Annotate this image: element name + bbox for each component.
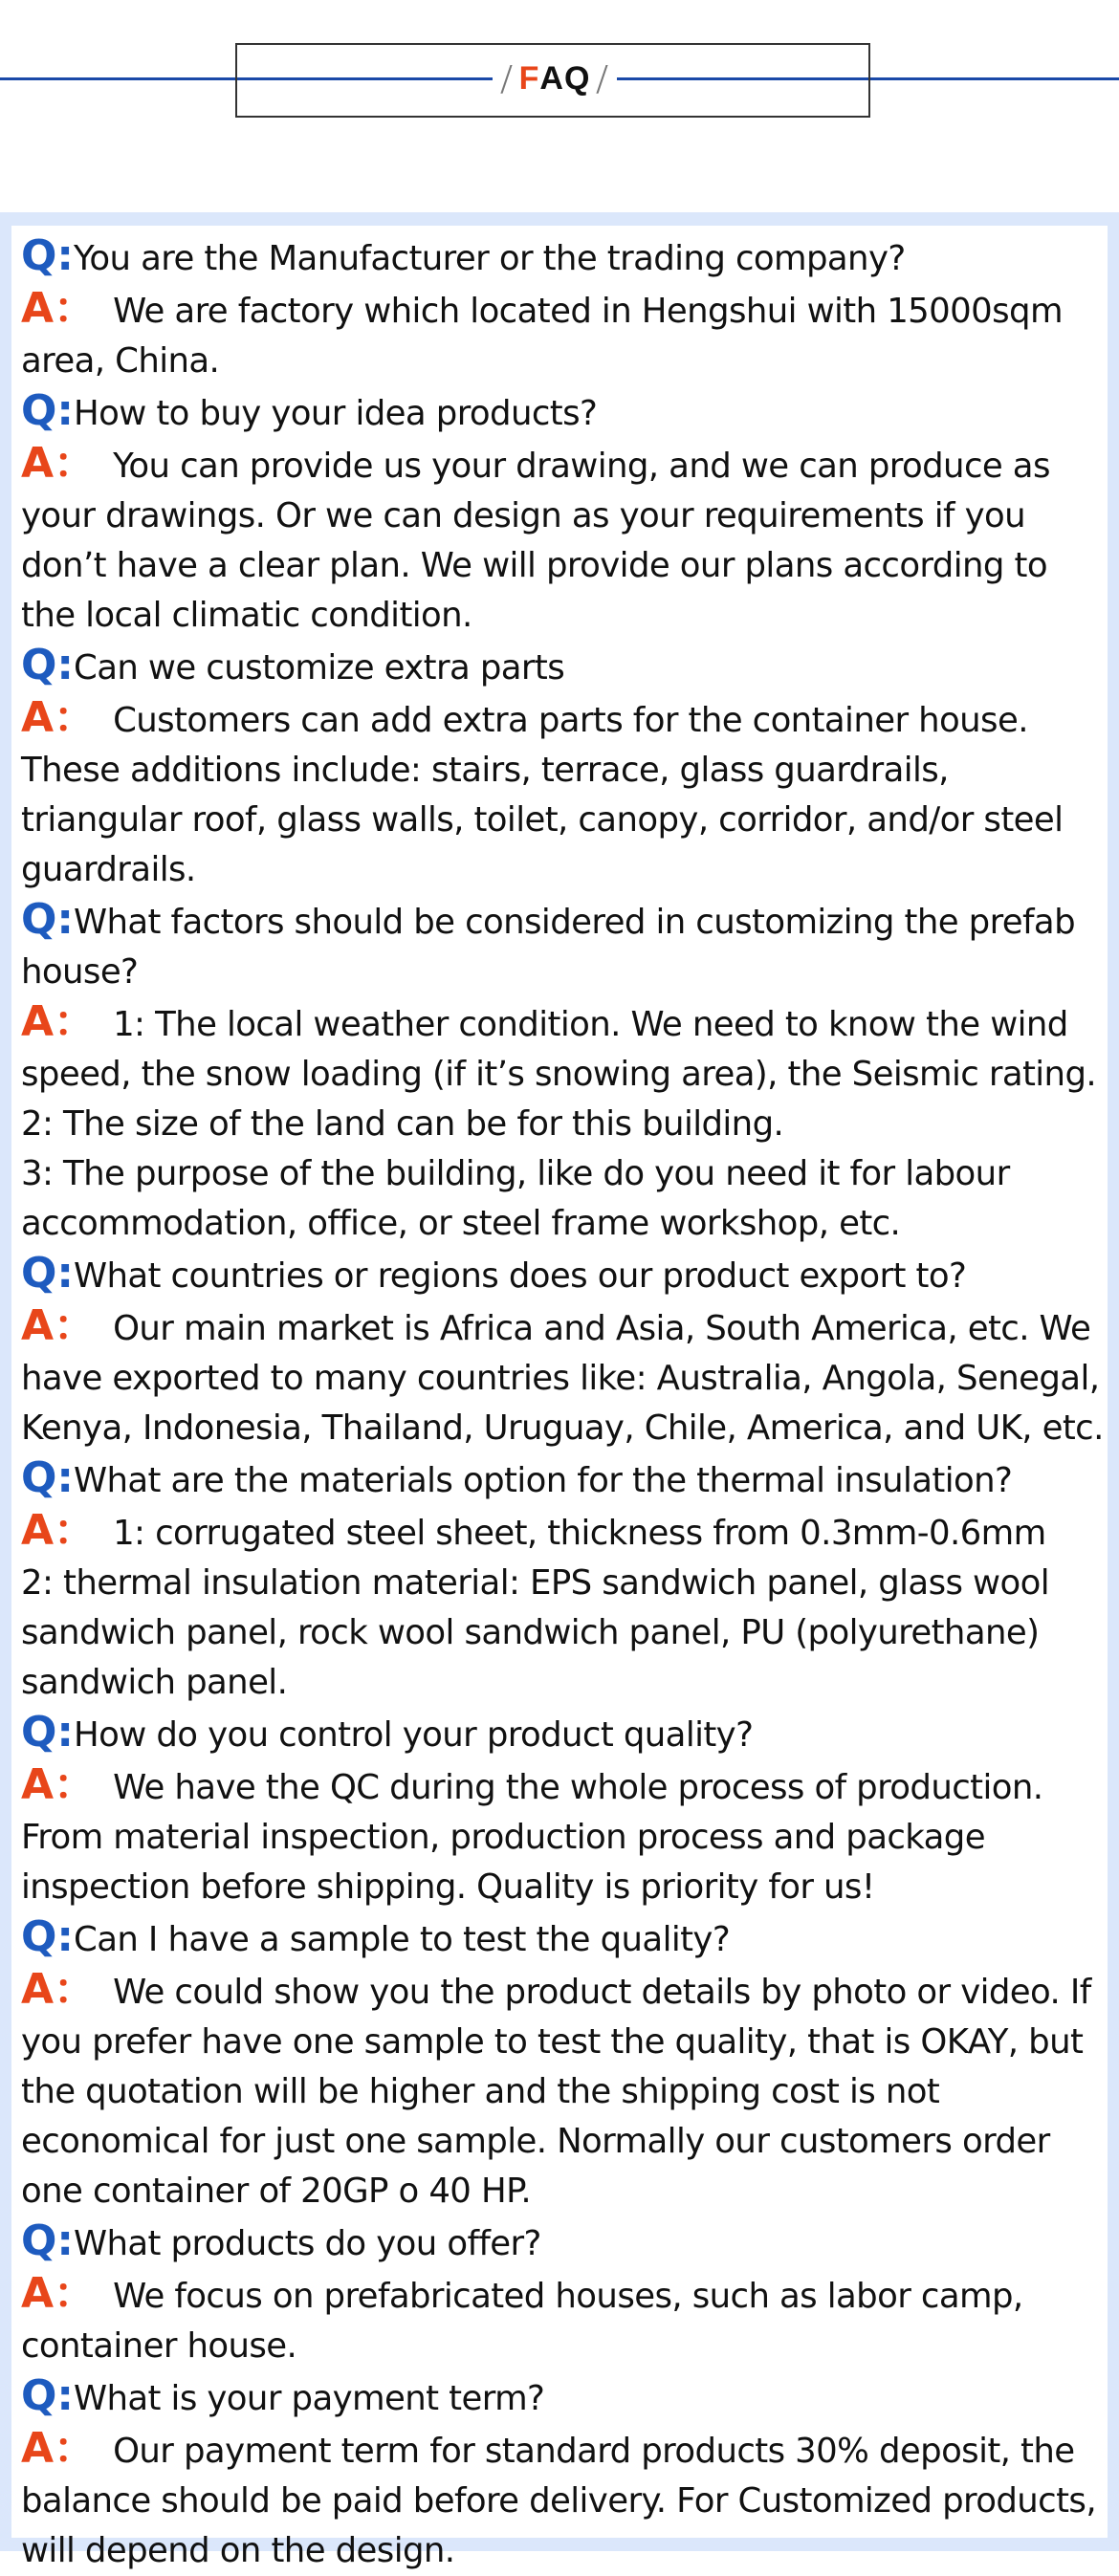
faq-answer: [21, 439, 1108, 641]
faq-header: [0, 0, 1119, 124]
question-text: How to buy your idea products?: [74, 394, 598, 433]
question-text: Can I have a sample to test the quality?: [74, 1920, 731, 1959]
answer-mark-label: A：: [21, 284, 97, 333]
faq-item: [21, 386, 1108, 641]
faq-question: [21, 1708, 1108, 1760]
faq-answer: [21, 2269, 1108, 2371]
question-text: What factors should be considered in customizing the prefab house?: [21, 903, 1076, 992]
faq-title: [493, 54, 617, 103]
faq-answer: [21, 1760, 1108, 1912]
faq-answer: [21, 693, 1108, 895]
answer-mark-label: A：: [21, 693, 97, 742]
faq-question: [21, 1453, 1108, 1506]
faq-item: [21, 2371, 1108, 2576]
question-text: What are the materials option for the thermal insulation?: [74, 1461, 1013, 1500]
faq-answer: [21, 997, 1108, 1249]
question-text: How do you control your product quality?: [74, 1715, 754, 1755]
question-text: Can we customize extra parts: [74, 648, 565, 688]
answer-text: Our main market is Africa and Asia, South America, etc. We have exported to many countries like: Australia, Angola, Senegal, Kenya, Indonesia, Thailand, Uruguay, Chile, America, and UK, etc.: [21, 1309, 1104, 1448]
question-mark-label: Q:: [21, 1708, 74, 1757]
answer-mark-label: A：: [21, 1506, 97, 1555]
faq-answer: [21, 1965, 1108, 2216]
question-mark-label: Q:: [21, 2371, 74, 2420]
question-text: What is your payment term?: [74, 2379, 545, 2418]
question-text: What countries or regions does our product export to?: [74, 1256, 967, 1296]
faq-question: [21, 2371, 1108, 2424]
faq-item: [21, 2216, 1108, 2371]
answer-text: Our payment term for standard products 30% deposit, the balance should be paid before delivery. For Customized products, will depend on the design.: [21, 2432, 1097, 2570]
faq-item: [21, 231, 1108, 386]
question-mark-label: Q:: [21, 895, 74, 944]
answer-text: You can provide us your drawing, and we can produce as your drawings. Or we can design as your requirements if you don’t have a clear plan. We will provide our plans according to the local climatic condition.: [21, 447, 1050, 635]
answer-mark-label: A：: [21, 439, 97, 488]
answer-text: We could show you the product details by photo or video. If you prefer have one sample to test the quality, that is OKAY, but the quotation will be higher and the shipping cost is not economical for just one sample. Normally our customers order one container of 20GP o 40 HP.: [21, 1973, 1091, 2211]
answer-text: Customers can add extra parts for the container house. These additions include: stairs, terrace, glass guardrails, triangular roof, glass walls, toilet, canopy, corridor, and/or steel guardrails.: [21, 701, 1064, 889]
faq-item: [21, 895, 1108, 1249]
faq-question: [21, 641, 1108, 693]
answer-mark-label: A：: [21, 2424, 97, 2473]
answer-mark-label: A：: [21, 1965, 97, 2014]
faq-question: [21, 1249, 1108, 1301]
faq-question: [21, 2216, 1108, 2269]
faq-title-rest: AQ: [539, 59, 591, 97]
faq-list: [11, 226, 1108, 2570]
answer-mark-label: A：: [21, 997, 97, 1046]
faq-item: [21, 1912, 1108, 2216]
faq-answer: [21, 2424, 1108, 2576]
faq-item: [21, 1708, 1108, 1912]
answer-mark-label: A：: [21, 2269, 97, 2318]
question-mark-label: Q:: [21, 1249, 74, 1298]
question-mark-label: Q:: [21, 231, 74, 280]
faq-answer: [21, 1301, 1108, 1453]
faq-title-initial: F: [518, 59, 540, 97]
answer-mark-label: A：: [21, 1301, 97, 1350]
faq-item: [21, 1453, 1108, 1708]
answer-text: We are factory which located in Hengshui with 15000sqm area, China.: [21, 292, 1063, 381]
question-mark-label: Q:: [21, 1453, 74, 1502]
faq-question: [21, 1912, 1108, 1965]
faq-question: [21, 895, 1108, 997]
question-mark-label: Q:: [21, 641, 74, 689]
question-mark-label: Q:: [21, 2216, 74, 2265]
faq-item: [21, 641, 1108, 895]
slash-left-icon: /: [500, 55, 514, 102]
answer-text: 1: The local weather condition. We need to know the wind speed, the snow loading (if it’s snowing area), the Seismic rating. 2: The size of the land can be for this building. 3: The purpose of the building, like do you need it for labour accommodation, office, or steel frame workshop, etc.: [21, 1005, 1097, 1243]
faq-panel: [0, 212, 1119, 2570]
question-text: What products do you offer?: [74, 2224, 541, 2263]
question-mark-label: Q:: [21, 386, 74, 435]
faq-answer: [21, 284, 1108, 386]
answer-text: We focus on prefabricated houses, such as labor camp, container house.: [21, 2277, 1023, 2366]
question-mark-label: Q:: [21, 1912, 74, 1961]
answer-mark-label: A：: [21, 1760, 97, 1809]
faq-item: [21, 1249, 1108, 1453]
faq-question: [21, 231, 1108, 284]
answer-text: We have the QC during the whole process of production. From material inspection, production process and package inspection before shipping. Quality is priority for us!: [21, 1768, 1043, 1907]
slash-right-icon: /: [596, 55, 609, 102]
question-text: You are the Manufacturer or the trading company?: [74, 239, 906, 278]
faq-question: [21, 386, 1108, 439]
answer-text: 1: corrugated steel sheet, thickness from 0.3mm-0.6mm 2: thermal insulation material: EPS sandwich panel, glass wool sandwich panel, rock wool sandwich panel, PU (polyurethane) sandwich panel.: [21, 1514, 1049, 1702]
faq-answer: [21, 1506, 1108, 1708]
